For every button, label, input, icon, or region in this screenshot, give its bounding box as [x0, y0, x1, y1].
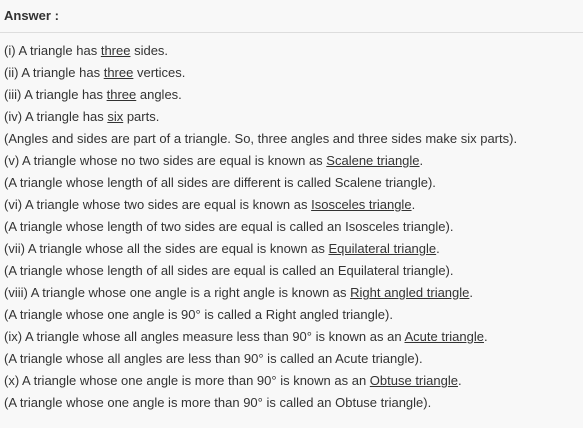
answer-line	[4, 238, 582, 260]
answer-line	[4, 304, 582, 326]
answer-line	[4, 106, 582, 128]
heading-divider	[0, 32, 583, 33]
line-text-end: sides.	[130, 43, 169, 58]
answer-line	[4, 326, 582, 348]
line-text: (iv) A triangle has	[4, 109, 108, 124]
answer-line	[4, 260, 582, 282]
answer-lines	[4, 40, 582, 414]
line-text: (A triangle whose one angle is 90° is called a Right angled triangle).	[4, 307, 393, 322]
line-text-end: .	[419, 153, 424, 168]
line-text-end: .	[411, 197, 416, 212]
answer-line	[4, 40, 582, 62]
underlined-term: Right angled triangle	[350, 285, 470, 300]
line-text: (v) A triangle whose no two sides are equal is known as	[4, 153, 327, 168]
line-text: (x) A triangle whose one angle is more than 90° is known as an	[4, 373, 370, 388]
line-text: (viii) A triangle whose one angle is a right angle is known as	[4, 285, 351, 300]
answer-line	[4, 392, 582, 414]
underlined-term: three	[106, 87, 137, 102]
underlined-term: Equilateral triangle	[328, 241, 437, 256]
answer-heading: Answer :	[4, 8, 59, 23]
line-text: (i) A triangle has	[4, 43, 101, 58]
line-text-end: vertices.	[133, 65, 186, 80]
line-text: (A triangle whose one angle is more than 90° is called an Obtuse triangle).	[4, 395, 432, 410]
underlined-term: Isosceles triangle	[311, 197, 412, 212]
line-text: (vi) A triangle whose two sides are equal is known as	[4, 197, 312, 212]
line-text-end: angles.	[136, 87, 182, 102]
answer-line	[4, 128, 582, 150]
line-text-end: .	[469, 285, 474, 300]
underlined-term: Scalene triangle	[326, 153, 420, 168]
underlined-term: three	[103, 65, 134, 80]
line-text: (A triangle whose length of two sides are equal is called an Isosceles triangle).	[4, 219, 454, 234]
line-text: (Angles and sides are part of a triangle. So, three angles and three sides make six parts).	[4, 131, 518, 146]
answer-line	[4, 150, 582, 172]
underlined-term: three	[100, 43, 131, 58]
answer-line	[4, 216, 582, 238]
line-text-end: parts.	[123, 109, 160, 124]
line-text-end: .	[436, 241, 440, 256]
underlined-term: six	[107, 109, 124, 124]
answer-line	[4, 348, 582, 370]
line-text: (ix) A triangle whose all angles measure less than 90° is known as an	[4, 329, 405, 344]
underlined-term: Obtuse triangle	[369, 373, 458, 388]
line-text: (A triangle whose length of all sides are different is called Scalene triangle).	[4, 175, 436, 190]
line-text: (vii) A triangle whose all the sides are equal is known as	[4, 241, 329, 256]
underlined-term: Acute triangle	[404, 329, 484, 344]
line-text-end: .	[457, 373, 462, 388]
answer-line	[4, 172, 582, 194]
line-text: (ii) A triangle has	[4, 65, 104, 80]
line-text-end: .	[483, 329, 488, 344]
answer-line	[4, 282, 582, 304]
answer-line	[4, 62, 582, 84]
line-text: (A triangle whose all angles are less than 90° is called an Acute triangle).	[4, 351, 423, 366]
answer-line	[4, 84, 582, 106]
line-text: (iii) A triangle has	[4, 87, 107, 102]
answer-line	[4, 194, 582, 216]
line-text: (A triangle whose length of all sides are equal is called an Equilateral triangle).	[4, 263, 454, 278]
answer-line	[4, 370, 582, 392]
